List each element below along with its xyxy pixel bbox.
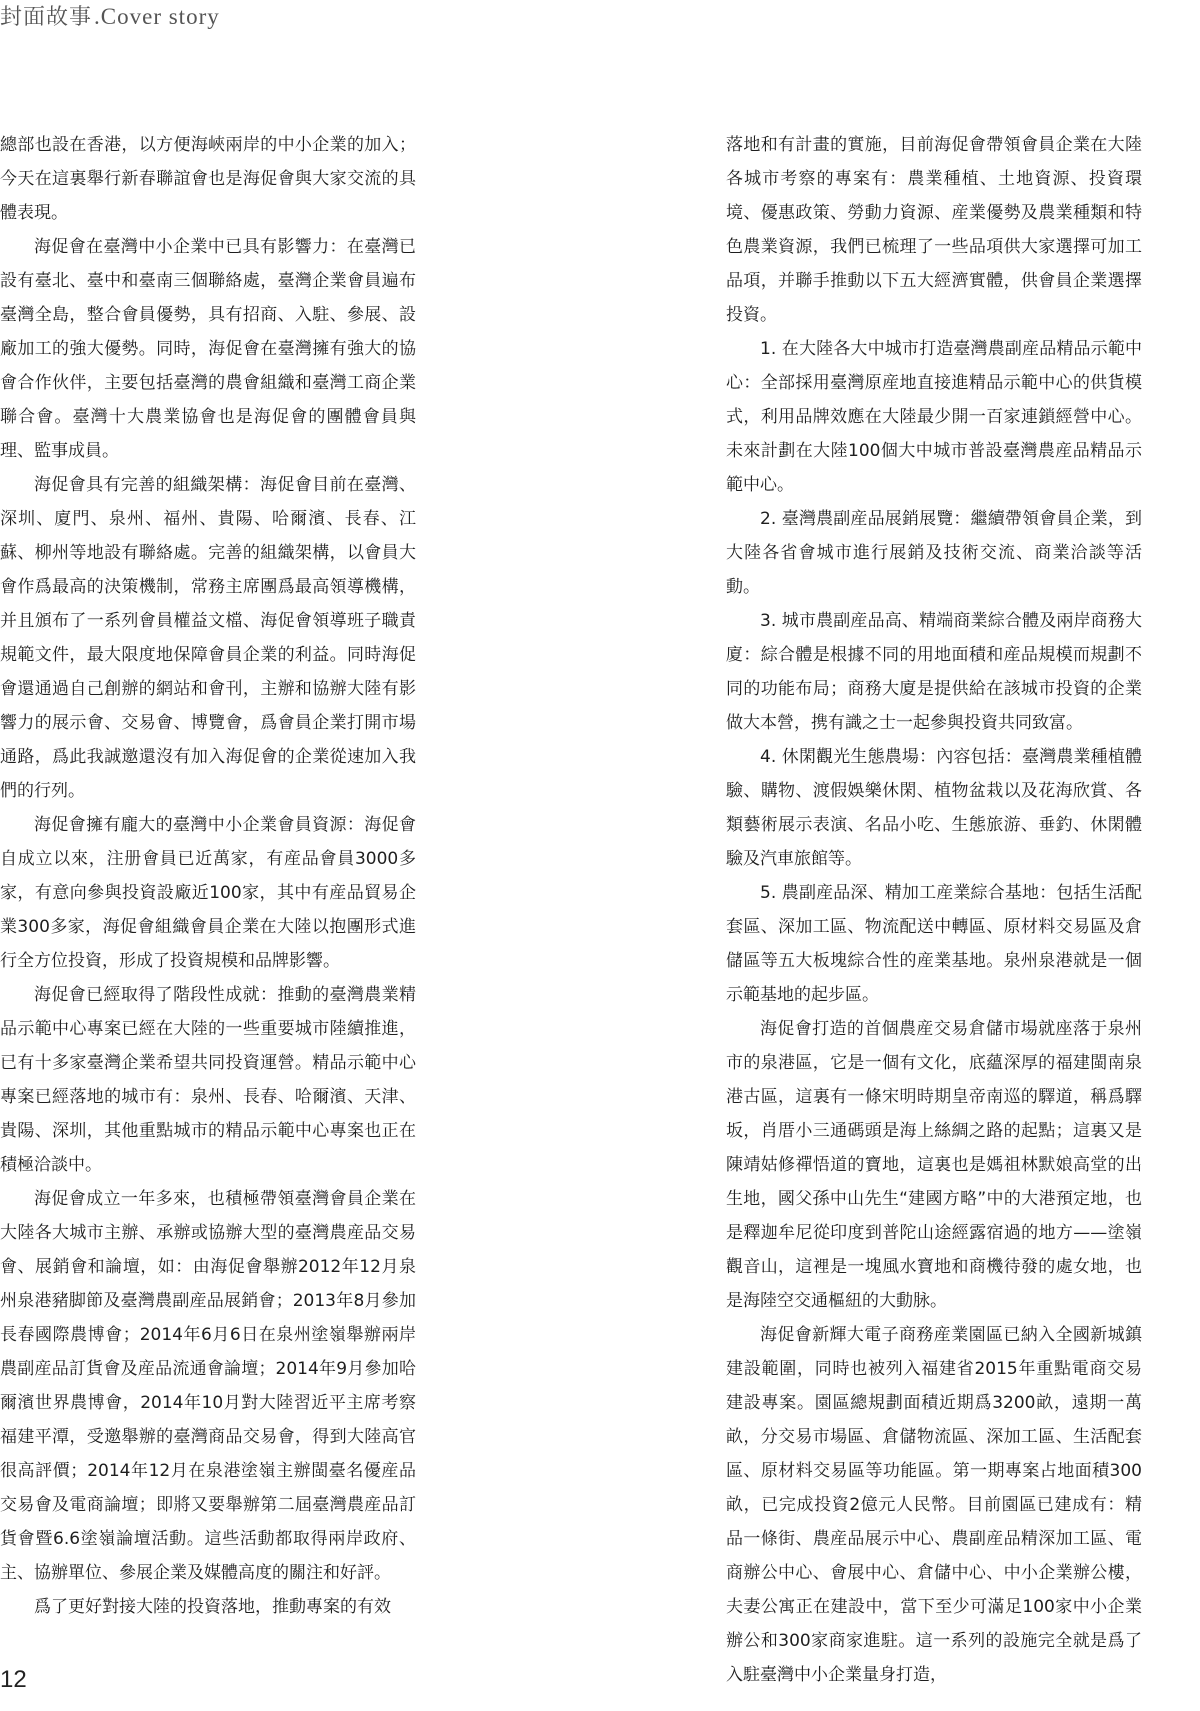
article-paragraph: 落地和有計畫的實施，目前海促會帶領會員企業在大陸各城市考察的專案有：農業種植、土地資源、投資環境、優惠政策、勞動力資源、産業優勢及農業種類和特色農業資源，我們已梳理了一些品項供大家選擇可加工品項，并聯手推動以下五大經濟實體，供會員企業選擇投資。 (726, 135, 1142, 325)
article-paragraph: 海促會已經取得了階段性成就：推動的臺灣農業精品示範中心專案已經在大陸的一些重要城市陸續推進，已有十多家臺灣企業希望共同投資運營。精品示範中心專案已經落地的城市有：泉州、長春、哈爾濱、天津、貴陽、深圳，其他重點城市的精品示範中心專案也正在積極洽談中。 (0, 985, 416, 1175)
article-column-left (0, 128, 416, 1624)
article-column-right (726, 128, 1142, 1692)
list-item: 5. 農副産品深、精加工産業綜合基地：包括生活配套區、深加工區、物流配送中轉區、原材料交易區及倉儲區等五大板塊綜合性的産業基地。泉州泉港就是一個示範基地的起步區。 (726, 883, 1142, 1005)
article-paragraph: 海促會擁有龐大的臺灣中小企業會員資源：海促會自成立以來，注册會員已近萬家，有産品會員3000多家，有意向參與投資設廠近100家，其中有産品貿易企業300多家，海促會組織會員企業在大陸以抱團形式進行全方位投資，形成了投資規模和品牌影響。 (0, 815, 416, 971)
article-paragraph: 海促會成立一年多來，也積極帶領臺灣會員企業在大陸各大城市主辦、承辦或協辦大型的臺灣農産品交易會、展銷會和論壇，如：由海促會舉辦2012年12月泉州泉港豬脚節及臺灣農副産品展銷會；2013年8月參加長春國際農博會；2014年6月6日在泉州塗嶺舉辦兩岸農副産品訂貨會及産品流通會論壇；2014年9月參加哈爾濱世界農博會，2014年10月對大陸習近平主席考察福建平潭，受邀舉辦的臺灣商品交易會，得到大陸高官很高評價；2014年12月在泉港塗嶺主辦閩臺名優産品交易會及電商論壇；即將又要舉辦第二屆臺灣農産品訂貨會暨6.6塗嶺論壇活動。這些活動都取得兩岸政府、主、協辦單位、參展企業及媒體高度的關注和好評。 (0, 1189, 416, 1583)
section-title-en: .Cover story (94, 4, 220, 29)
list-item: 2. 臺灣農副産品展銷展覽：繼續帶領會員企業，到大陸各省會城市進行展銷及技術交流、商業洽談等活動。 (726, 509, 1142, 597)
article-paragraph: 海促會新輝大電子商務産業園區已納入全國新城鎮建設範圍，同時也被列入福建省2015年重點電商交易建設專案。園區總規劃面積近期爲3200畝，遠期一萬畝，分交易市場區、倉儲物流區、深加工區、生活配套區、原材料交易區等功能區。第一期專案占地面積300畝，已完成投資2億元人民幣。目前園區已建成有：精品一條街、農産品展示中心、農副産品精深加工區、電商辦公中心、會展中心、倉儲中心、中小企業辦公樓，夫妻公寓正在建設中，當下至少可滿足100家中小企業辦公和300家商家進駐。這一系列的設施完全就是爲了入駐臺灣中小企業量身打造， (726, 1325, 1142, 1685)
article-paragraph: 海促會打造的首個農産交易倉儲市場就座落于泉州市的泉港區，它是一個有文化，底蘊深厚的福建閩南泉港古區，這裏有一條宋明時期皇帝南巡的驛道，稱爲驛坂，肖厝小三通碼頭是海上絲綢之路的起點；這裏又是陳靖姑修禪悟道的寶地，這裏也是媽祖林默娘高堂的出生地，國父孫中山先生“建國方略”中的大港預定地，也是釋迦牟尼從印度到普陀山途經露宿過的地方——塗嶺觀音山，這裡是一塊風水寶地和商機待發的處女地，也是海陸空交通樞紐的大動脉。 (726, 1019, 1142, 1311)
section-header (0, 0, 220, 31)
article-paragraph: 海促會具有完善的組織架構：海促會目前在臺灣、深圳、廈門、泉州、福州、貴陽、哈爾濱、長春、江蘇、柳州等地設有聯絡處。完善的組織架構，以會員大會作爲最高的決策機制，常務主席團爲最高領導機構，并且頒布了一系列會員權益文檔、海促會領導班子職責規範文件，最大限度地保障會員企業的利益。同時海促會還通過自己創辦的網站和會刊，主辦和協辦大陸有影響力的展示會、交易會、博覽會，爲會員企業打開市場通路，爲此我誠邀還沒有加入海促會的企業從速加入我們的行列。 (0, 475, 416, 801)
list-item: 4. 休閑觀光生態農場：內容包括：臺灣農業種植體驗、購物、渡假娛樂休閑、植物盆栽以及花海欣賞、各類藝術展示表演、名品小吃、生態旅游、垂釣、休閑體驗及汽車旅館等。 (726, 747, 1142, 869)
article-paragraph: 爲了更好對接大陸的投資落地，推動專案的有效 (34, 1597, 391, 1617)
section-title-cn: 封面故事 (0, 5, 93, 30)
list-item: 3. 城市農副産品高、精端商業綜合體及兩岸商務大廈：綜合體是根據不同的用地面積和産品規模而規劃不同的功能布局；商務大廈是提供給在該城市投資的企業做大本營，携有識之士一起參與投資共同致富。 (726, 611, 1142, 733)
page-number: 12 (0, 1666, 27, 1693)
article-paragraph: 海促會在臺灣中小企業中已具有影響力：在臺灣已設有臺北、臺中和臺南三個聯絡處，臺灣企業會員遍布臺灣全島，整合會員優勢，具有招商、入駐、參展、設廠加工的強大優勢。同時，海促會在臺灣擁有強大的協會合作伙伴，主要包括臺灣的農會組織和臺灣工商企業聯合會。臺灣十大農業協會也是海促會的團體會員與理、監事成員。 (0, 237, 416, 461)
article-paragraph: 總部也設在香港，以方便海峽兩岸的中小企業的加入；今天在這裏舉行新春聯誼會也是海促會與大家交流的具體表現。 (0, 135, 416, 223)
list-item: 1. 在大陸各大中城市打造臺灣農副産品精品示範中心：全部採用臺灣原産地直接進精品示範中心的供貨模式，利用品牌效應在大陸最少開一百家連鎖經營中心。未來計劃在大陸100個大中城市普設臺灣農産品精品示範中心。 (726, 339, 1142, 495)
